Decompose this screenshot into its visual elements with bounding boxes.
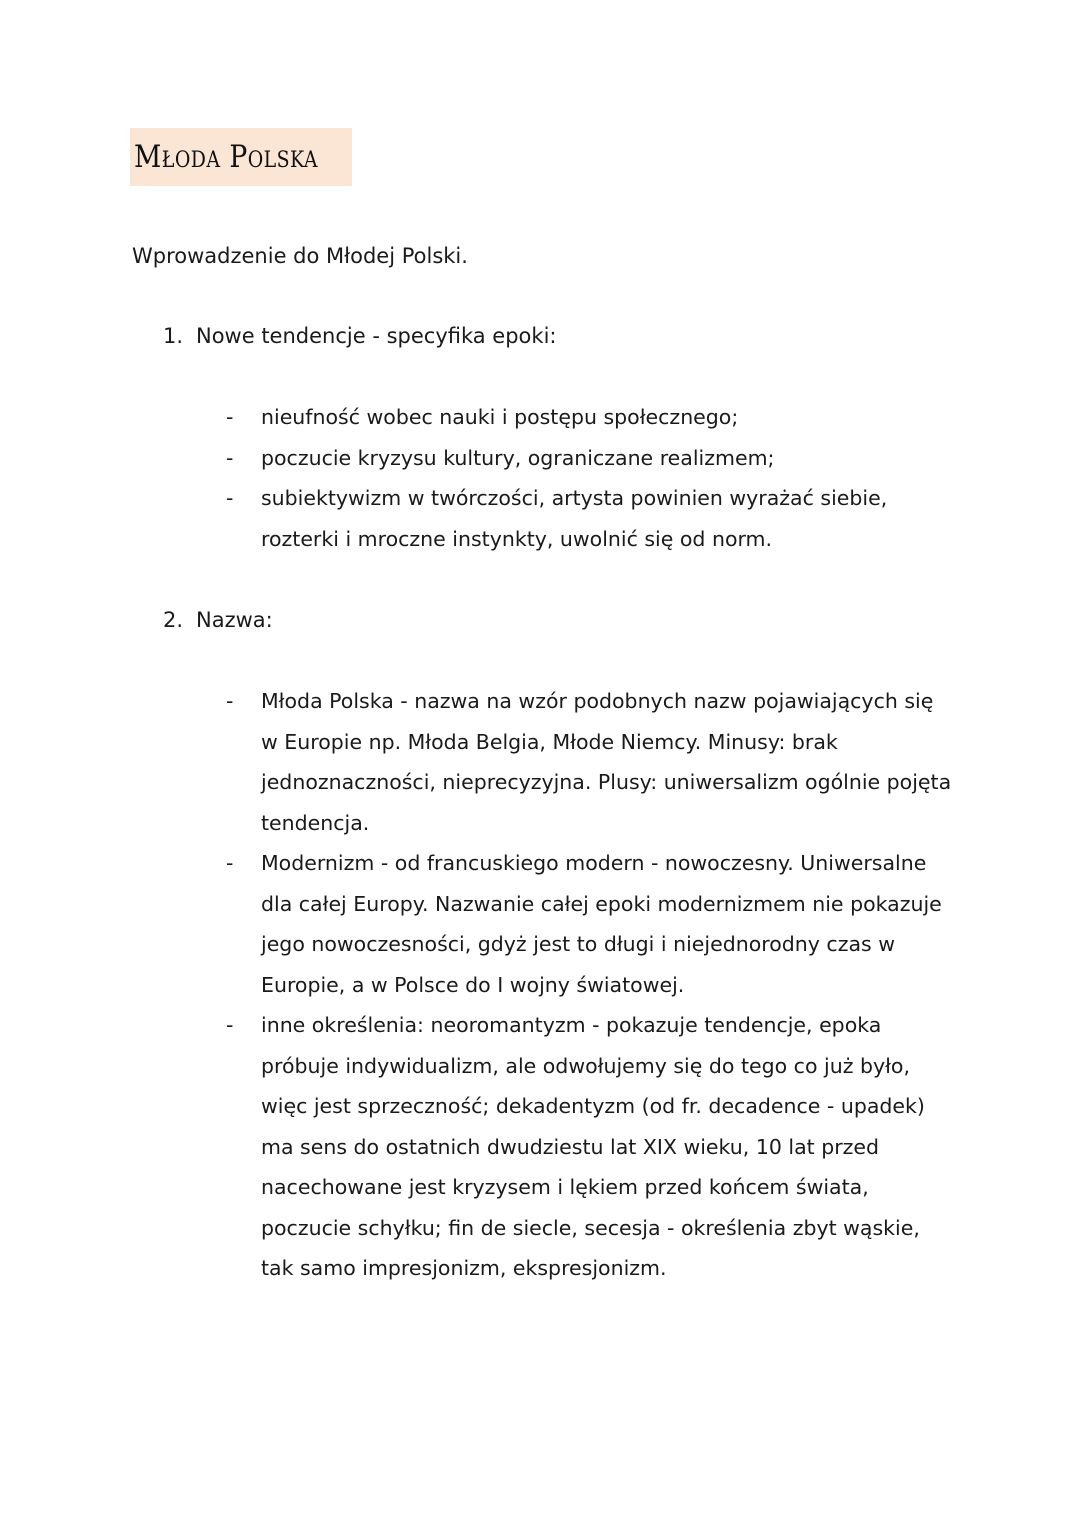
section-2-list — [226, 681, 956, 1289]
list-item-text: Młoda Polska - nazwa na wzór podobnych nazw pojawiających się w Europie np. Młoda Belgia, Młode Niemcy. Minusy: brak jednoznaczności, nieprecyzyjna. Plusy: uniwersalizm ogólnie pojęta tendencja. — [261, 689, 952, 835]
bullet-dash: - — [226, 851, 234, 875]
list-item-text: poczucie kryzysu kultury, ograniczane realizmem; — [261, 445, 775, 470]
section-1-title: Nowe tendencje - specyfika epoki: — [196, 324, 557, 348]
page-title: Młoda Polska — [134, 139, 318, 175]
section-2-title: Nazwa: — [196, 608, 273, 632]
section-2-heading — [163, 600, 273, 640]
bullet-dash: - — [226, 486, 234, 510]
list-item-text: nieufność wobec nauki i postępu społecznego; — [261, 405, 739, 429]
bullet-dash: - — [226, 689, 234, 713]
title-highlight — [130, 128, 352, 186]
bullet-dash: - — [226, 1013, 234, 1037]
section-1-number: 1. — [163, 324, 184, 348]
bullet-dash: - — [226, 445, 234, 470]
list-item — [226, 478, 956, 559]
section-2-number: 2. — [163, 608, 184, 632]
list-item-text: Modernizm - od francuskiego modern - nowoczesny. Uniwersalne dla całej Europy. Nazwanie całej epoki modernizmem nie pokazuje jego nowoczesności, gdyż jest to długi i niejednorodny czas w Europie, a w Polsce do I wojny światowej. — [261, 851, 942, 997]
list-item — [226, 681, 956, 843]
intro-text: Wprowadzenie do Młodej Polski. — [132, 244, 468, 268]
bullet-dash: - — [226, 405, 234, 429]
section-1-list — [226, 397, 956, 559]
list-item — [226, 397, 956, 438]
list-item-text: inne określenia: neoromantyzm - pokazuje tendencje, epoka próbuje indywidualizm, ale odwołujemy się do tego co już było, więc jest sprzeczność; dekadentyzm (od fr. decadence - upadek) ma sens do ostatnich dwudziestu lat XIX wieku, 10 lat przed nacechowane jest kryzysem i lękiem przed końcem świata, poczucie schyłku; fin de siecle, secesja - określenia zbyt wąskie, tak samo impresjonizm, ekspresjonizm. — [261, 1013, 925, 1280]
list-item — [226, 438, 956, 479]
list-item — [226, 1005, 956, 1289]
list-item — [226, 843, 956, 1005]
section-1-heading — [163, 316, 556, 356]
list-item-text: subiektywizm w twórczości, artysta powinien wyrażać siebie, rozterki i mroczne instynkty, uwolnić się od norm. — [261, 486, 888, 551]
